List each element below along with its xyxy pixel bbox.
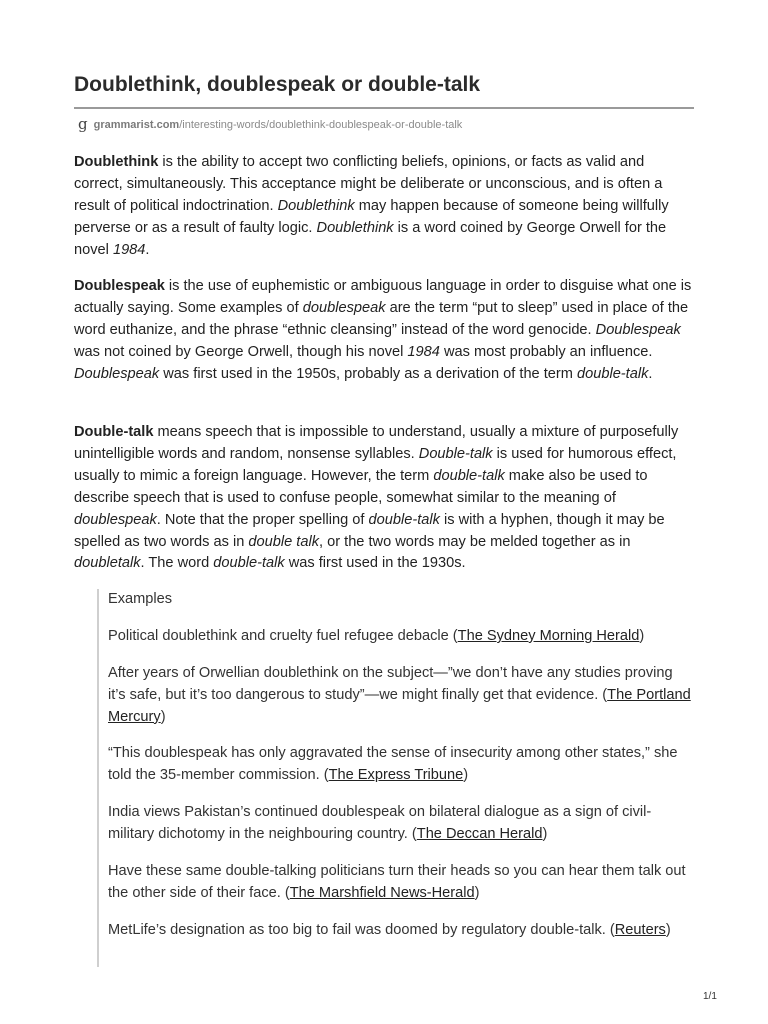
source-domain: grammarist.com xyxy=(93,119,180,131)
source-url-link[interactable] xyxy=(94,119,463,131)
example-item xyxy=(108,663,693,729)
example-item xyxy=(108,743,693,787)
text-run: means speech that is impossible to understand, usually a mixture of purposefully unintelligible words and random, nonsense syllables. xyxy=(74,424,679,462)
text-run: are the term “put to sleep” used in place of the word euthanize, and the phrase “ethnic cleansing” instead of the word genocide. xyxy=(74,299,689,338)
grammarist-logo-icon: g xyxy=(78,115,88,133)
text-run: . The word xyxy=(140,555,214,572)
text-run: is used for humorous effect, usually to mimic a foreign language. However, the term xyxy=(74,445,677,484)
term-italic: Doublethink xyxy=(316,219,394,236)
example-source-link[interactable]: Reuters xyxy=(614,922,666,938)
text-run: was not coined by George Orwell, though his novel xyxy=(74,343,408,360)
paragraph-double-talk xyxy=(74,422,694,575)
example-item xyxy=(108,626,693,648)
term-italic: double-talk xyxy=(368,511,440,528)
example-text: MetLife’s designation as too big to fail was doomed by regulatory double-talk. ( xyxy=(108,922,615,938)
example-close: ) xyxy=(463,766,469,783)
term-italic: doublespeak xyxy=(74,511,157,528)
term-bold: Double-talk xyxy=(74,424,154,440)
source-line xyxy=(78,114,462,132)
example-close: ) xyxy=(160,708,166,725)
text-run: is with a hyphen, though it may be spelled as two words as in xyxy=(74,511,665,550)
term-italic: double talk xyxy=(248,533,319,550)
example-item xyxy=(108,920,693,942)
example-text: Have these same double-talking politicians turn their heads so you can hear them talk out the other side of their face. ( xyxy=(108,863,686,901)
example-close: ) xyxy=(665,922,671,938)
example-close: ) xyxy=(639,628,645,644)
example-text: “This doublespeak has only aggravated the sense of insecurity among other states,” she told the 35-member commission. ( xyxy=(108,745,678,783)
source-path: /interesting-words/doublethink-doublespeak-or-double-talk xyxy=(179,119,463,131)
text-run: , or the two words may be melded together as in xyxy=(319,533,631,550)
example-text: India views Pakistan’s continued doublespeak on bilateral dialogue as a sign of civil-military dichotomy in the neighbouring country. ( xyxy=(108,804,652,842)
page-title: Doublethink, doublespeak or double-talk xyxy=(74,73,481,96)
term-italic: Doublespeak xyxy=(595,321,681,338)
text-run: is the ability to accept two conflicting beliefs, opinions, or facts as valid and correct, simultaneously. This acceptance might be deliberate or unconscious, and is often a result of political indoctrination. xyxy=(74,154,663,214)
term-italic: 1984 xyxy=(407,343,440,360)
term-italic: 1984 xyxy=(112,241,146,258)
example-close: ) xyxy=(542,825,548,842)
text-run: make also be used to describe speech that is used to confuse people, somewhat similar to the meaning of xyxy=(74,467,648,506)
example-close: ) xyxy=(474,884,480,901)
example-source-link[interactable]: The Express Tribune xyxy=(328,766,464,783)
text-run: . xyxy=(145,241,150,258)
term-italic: double-talk xyxy=(576,365,649,382)
example-text: After years of Orwellian doublethink on the subject—”we don’t have any studies proving it’s safe, but it’s too dangerous to study”—we might finally get that evidence. ( xyxy=(108,665,673,703)
page-number: 1/1 xyxy=(703,991,717,1002)
examples-heading: Examples xyxy=(108,591,173,607)
example-source-link[interactable]: The Deccan Herald xyxy=(416,825,543,842)
examples-blockquote xyxy=(97,589,699,967)
term-bold: Doublethink xyxy=(74,154,159,170)
text-run: is the use of euphemistic or ambiguous language in order to disguise what one is actually saying. Some examples of xyxy=(74,278,692,316)
term-bold: Doublespeak xyxy=(74,278,165,294)
example-source-link[interactable]: The Portland Mercury xyxy=(108,686,691,725)
text-run: . xyxy=(648,365,653,382)
text-run: was most probably an influence. xyxy=(439,343,653,360)
example-item xyxy=(108,861,693,905)
title-divider xyxy=(74,107,694,109)
example-text: Political doublethink and cruelty fuel refugee debacle ( xyxy=(108,628,458,644)
term-italic: doubletalk xyxy=(74,555,141,572)
text-run: was first used in the 1950s, probably as a derivation of the term xyxy=(159,365,577,382)
example-source-link[interactable]: The Marshfield News-Herald xyxy=(289,884,475,901)
text-run: may happen because of someone being willfully perverse or as a result of faulty logic. xyxy=(74,197,669,236)
term-italic: double-talk xyxy=(213,555,285,572)
text-run: is a word coined by George Orwell for the novel xyxy=(74,219,667,258)
paragraph-doublespeak xyxy=(74,276,694,386)
example-source-link[interactable]: The Sydney Morning Herald xyxy=(457,628,640,644)
example-item xyxy=(108,802,693,846)
text-run: was first used in the 1930s. xyxy=(284,555,466,572)
text-run: . Note that the proper spelling of xyxy=(156,511,369,528)
term-italic: double-talk xyxy=(433,467,505,484)
term-italic: Doublespeak xyxy=(74,365,160,382)
term-italic: Doublethink xyxy=(277,197,355,214)
term-italic: doublespeak xyxy=(302,299,386,316)
term-italic: Double-talk xyxy=(418,445,493,462)
paragraph-doublethink xyxy=(74,152,694,262)
